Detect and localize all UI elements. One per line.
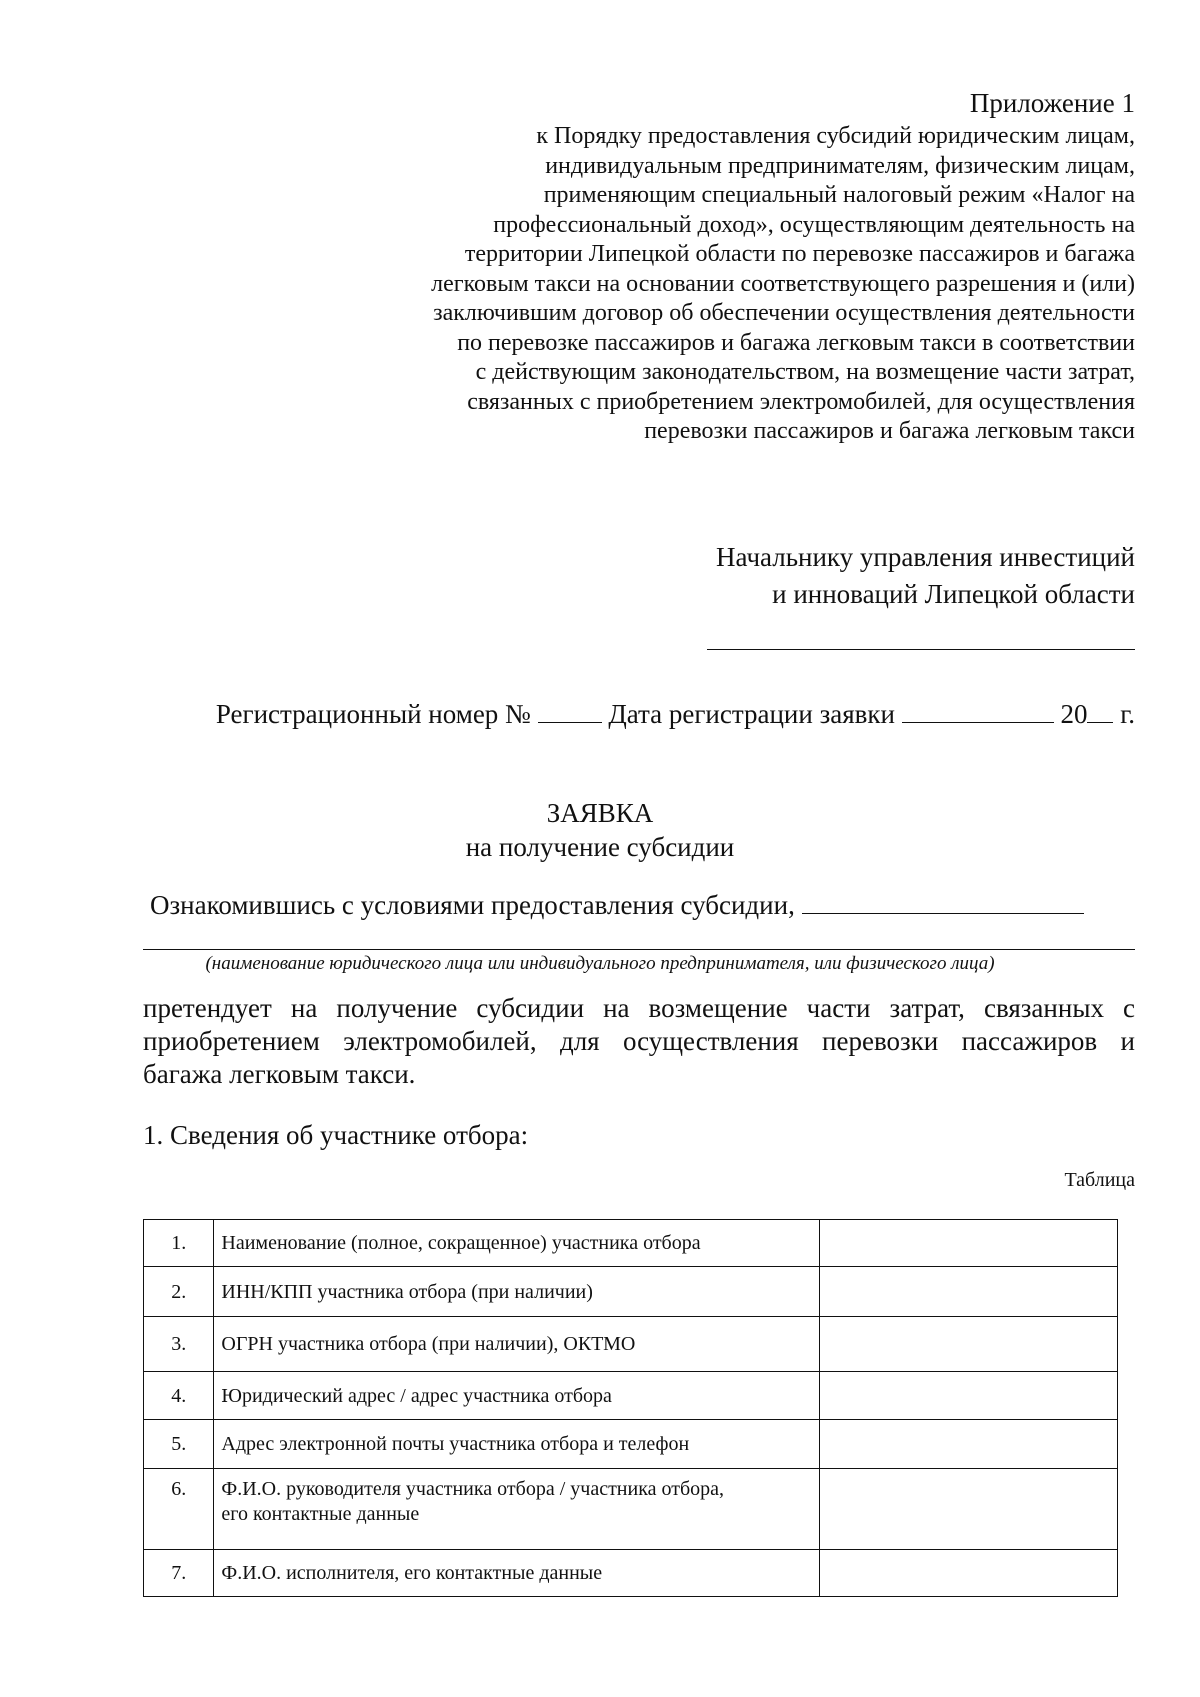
intro-line (150, 888, 1084, 922)
section-heading: 1. Сведения об участнике отбора: (143, 1120, 529, 1150)
registration-line (145, 697, 1135, 731)
row-value-cell[interactable] (820, 1550, 1118, 1597)
row-label: ОГРН участника отбора (при наличии), ОКТМО (214, 1317, 820, 1372)
row-label-line-2: его контактные данные (221, 1503, 420, 1525)
annex-header (375, 86, 1135, 447)
row-number: 5. (144, 1420, 214, 1469)
claim-line: претендует на получение субсидии на возмещение части затрат, связанных с (143, 993, 1135, 1023)
table-caption: Таблица (1064, 1169, 1135, 1191)
table-row (144, 1267, 1118, 1317)
application-title (0, 796, 1200, 864)
addressee-block (615, 539, 1135, 650)
row-label (214, 1469, 820, 1550)
row-value-cell[interactable] (820, 1372, 1118, 1420)
addressee-name-field[interactable] (707, 613, 1135, 650)
row-value-cell[interactable] (820, 1317, 1118, 1372)
table-row (144, 1372, 1118, 1420)
row-label: Адрес электронной почты участника отбора и телефон (214, 1420, 820, 1469)
annex-line: легковым такси на основании соответствующего разрешения и (или) (431, 270, 1135, 297)
claim-line: приобретением электромобилей, для осуществления перевозки пассажиров и (143, 1026, 1135, 1056)
registration-date-label: Дата регистрации заявки (608, 699, 895, 729)
registration-year-suffix: г. (1120, 699, 1135, 729)
row-number: 6. (144, 1469, 214, 1550)
annex-line: территории Липецкой области по перевозке пассажиров и багажа (464, 241, 1135, 267)
registration-number-label: Регистрационный номер № (215, 699, 531, 729)
annex-title: Приложение 1 (969, 88, 1135, 118)
applicant-name-hint: (наименование юридического лица или индивидуального предпринимателя, или физического лица) (205, 953, 995, 974)
row-label-line-1: Ф.И.О. руководителя участника отбора / участника отбора, (221, 1478, 725, 1500)
table-row (144, 1420, 1118, 1469)
row-label: Ф.И.О. исполнителя, его контактные данные (214, 1550, 820, 1597)
registration-year-prefix: 20 (1060, 699, 1088, 729)
row-number: 7. (144, 1550, 214, 1597)
row-label: Наименование (полное, сокращенное) участника отбора (214, 1220, 820, 1267)
addressee-line-1: Начальнику управления инвестиций (716, 542, 1135, 572)
table-row (144, 1220, 1118, 1267)
annex-line: перевозки пассажиров и багажа легковым такси (644, 418, 1135, 444)
annex-line: по перевозке пассажиров и багажа легковым такси в соответствии (457, 329, 1135, 356)
row-value-cell[interactable] (820, 1220, 1118, 1267)
annex-line: заключившим договор об обеспечении осуществления деятельности (433, 300, 1135, 326)
claim-paragraph (143, 992, 1135, 1091)
row-value-cell[interactable] (820, 1420, 1118, 1469)
table-row (144, 1469, 1118, 1550)
row-label: Юридический адрес / адрес участника отбора (214, 1372, 820, 1420)
title-sub: на получение субсидии (465, 832, 735, 862)
row-value-cell[interactable] (820, 1469, 1118, 1550)
applicant-name-field[interactable] (143, 949, 1135, 950)
row-value-cell[interactable] (820, 1267, 1118, 1317)
row-number: 1. (144, 1220, 214, 1267)
row-label: ИНН/КПП участника отбора (при наличии) (214, 1267, 820, 1317)
registration-number-field[interactable] (538, 698, 602, 723)
registration-year-field[interactable] (1087, 698, 1113, 723)
annex-line: с действующим законодательством, на возмещение части затрат, (475, 359, 1135, 385)
row-number: 2. (144, 1267, 214, 1317)
registration-date-field[interactable] (902, 698, 1054, 723)
row-number: 4. (144, 1372, 214, 1420)
title-main: ЗАЯВКА (546, 798, 654, 828)
annex-line: индивидуальным предпринимателям, физическим лицам, (545, 152, 1135, 179)
applicant-name-field-start[interactable] (802, 889, 1084, 914)
claim-line: багажа легковым такси. (143, 1059, 416, 1089)
annex-line: применяющим специальный налоговый режим «Налог на (543, 182, 1135, 208)
row-number: 3. (144, 1317, 214, 1372)
participant-info-table (143, 1219, 1118, 1597)
addressee-line-2: и инноваций Липецкой области (772, 579, 1135, 609)
annex-line: к Порядку предоставления субсидий юридическим лицам, (536, 123, 1135, 149)
intro-text: Ознакомившись с условиями предоставления субсидии, (150, 890, 795, 920)
table-row (144, 1550, 1118, 1597)
annex-line: профессиональный доход», осуществляющим деятельность на (493, 211, 1135, 238)
table-row (144, 1317, 1118, 1372)
annex-line: связанных с приобретением электромобилей, для осуществления (467, 388, 1135, 415)
